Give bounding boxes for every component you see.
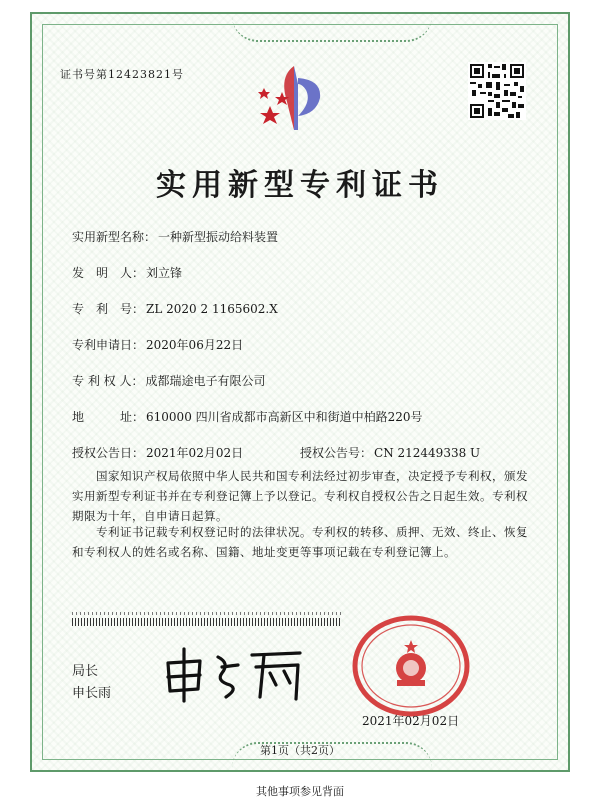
field-value: 刘立锋 bbox=[146, 266, 183, 280]
director-signature bbox=[160, 645, 310, 705]
qr-code-icon bbox=[468, 62, 526, 120]
certificate-number: 证书号第12423821号 bbox=[60, 68, 184, 81]
director-name: 申长雨 bbox=[72, 686, 112, 701]
footer-note: 其他事项参见背面 bbox=[256, 785, 344, 798]
field-patent-number bbox=[72, 300, 278, 317]
field-label: 地 址： bbox=[72, 410, 145, 424]
field-label: 实用新型名称： bbox=[72, 230, 157, 244]
field-label: 专 利 权 人： bbox=[72, 374, 144, 388]
field-value: CN 212449338 U bbox=[374, 446, 481, 460]
certificate-title: 实用新型专利证书 bbox=[156, 168, 444, 203]
field-label: 授权公告号： bbox=[300, 446, 373, 460]
field-application-date bbox=[72, 336, 243, 353]
legal-status-paragraph: 专利证书记载专利权登记时的法律状况。专利权的转移、质押、无效、终止、恢复和专利权人的姓名或名称、国籍、地址变更等事项记载在专利登记簿上。 bbox=[72, 525, 528, 559]
field-label: 专利申请日： bbox=[72, 338, 145, 352]
field-patentee bbox=[72, 372, 265, 389]
official-seal-icon bbox=[350, 612, 472, 720]
microprint-bar bbox=[72, 618, 342, 626]
field-value: 成都瑞途电子有限公司 bbox=[145, 374, 266, 388]
field-value: 2021年02月02日 bbox=[146, 446, 244, 460]
statement-paragraph: 国家知识产权局依照中华人民共和国专利法经过初步审查，决定授予专利权，颁发实用新型专利证书并在专利登记簿上予以登记。专利权自授权公告之日起生效。专利权期限为十年，自申请日起算。 bbox=[72, 469, 528, 523]
field-label: 发 明 人： bbox=[72, 266, 145, 280]
cnipa-logo-icon bbox=[250, 58, 340, 138]
field-label: 专 利 号： bbox=[72, 302, 145, 316]
field-value: 一种新型振动给料装置 bbox=[158, 230, 279, 244]
top-ornament bbox=[232, 16, 432, 42]
field-value: 610000 四川省成都市高新区中和街道中柏路220号 bbox=[146, 410, 423, 424]
field-address bbox=[72, 408, 423, 425]
director-title: 局长 bbox=[72, 664, 99, 679]
field-label: 授权公告日： bbox=[72, 446, 145, 460]
field-grant-number bbox=[300, 444, 480, 461]
field-value: ZL 2020 2 1165602.X bbox=[146, 302, 278, 316]
field-grant-date bbox=[72, 444, 243, 461]
field-inventor bbox=[72, 264, 182, 281]
field-value: 2020年06月22日 bbox=[146, 338, 244, 352]
seal-date: 2021年02月02日 bbox=[362, 714, 460, 728]
page-number: 第1页（共2页） bbox=[260, 744, 340, 757]
microprint-line bbox=[72, 612, 342, 615]
field-utility-model-name bbox=[72, 228, 278, 245]
